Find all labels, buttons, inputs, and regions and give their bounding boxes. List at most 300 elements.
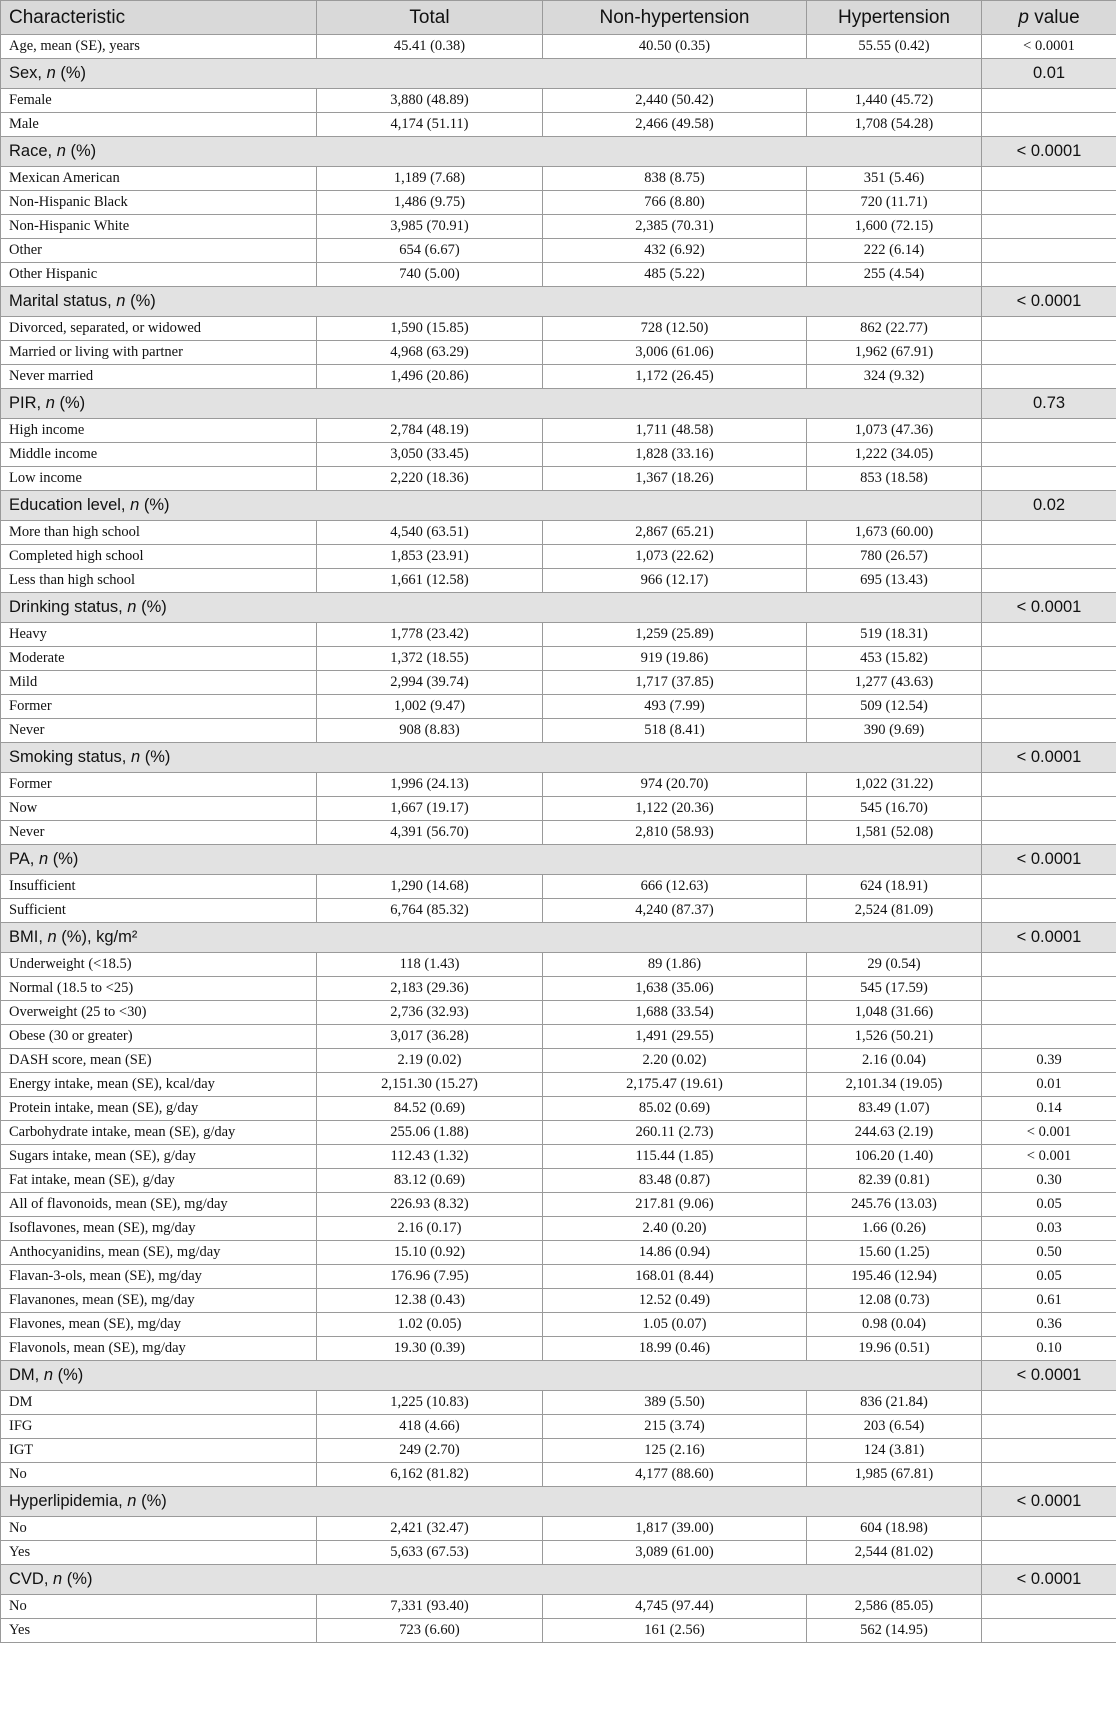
cell-hypertension: 1,600 (72.15) (807, 215, 982, 239)
table-row (1, 263, 1116, 287)
cell-hypertension: 1,073 (47.36) (807, 419, 982, 443)
cell-total: 112.43 (1.32) (317, 1145, 543, 1169)
table-row (1, 671, 1116, 695)
table-row (1, 215, 1116, 239)
group-header-row (1, 845, 1116, 875)
cell-p-value (982, 1541, 1116, 1565)
header-characteristic: Characteristic (1, 1, 317, 35)
cell-p-value (982, 1001, 1116, 1025)
cell-total: 2,736 (32.93) (317, 1001, 543, 1025)
cell-total: 4,174 (51.11) (317, 113, 543, 137)
cell-p-value (982, 167, 1116, 191)
table-row (1, 1595, 1116, 1619)
table-row (1, 1217, 1116, 1241)
cell-p-value (982, 647, 1116, 671)
cell-p-value (982, 719, 1116, 743)
cell-total: 1.02 (0.05) (317, 1313, 543, 1337)
cell-p-value (982, 797, 1116, 821)
cell-hypertension: 604 (18.98) (807, 1517, 982, 1541)
cell-characteristic: Other (1, 239, 317, 263)
cell-hypertension: 55.55 (0.42) (807, 35, 982, 59)
cell-non-hypertension: 89 (1.86) (543, 953, 807, 977)
cell-p-value (982, 215, 1116, 239)
table-row (1, 569, 1116, 593)
cell-characteristic: Female (1, 89, 317, 113)
cell-p-value: 0.03 (982, 1217, 1116, 1241)
cell-p-value (982, 1619, 1116, 1643)
table-row (1, 1313, 1116, 1337)
cell-p-value (982, 113, 1116, 137)
cell-total: 1,225 (10.83) (317, 1391, 543, 1415)
cell-total: 176.96 (7.95) (317, 1265, 543, 1289)
cell-hypertension: 351 (5.46) (807, 167, 982, 191)
group-label: CVD, n (%) (1, 1565, 982, 1595)
cell-hypertension: 2,544 (81.02) (807, 1541, 982, 1565)
cell-characteristic: Completed high school (1, 545, 317, 569)
cell-total: 15.10 (0.92) (317, 1241, 543, 1265)
cell-total: 3,050 (33.45) (317, 443, 543, 467)
group-header-row (1, 1487, 1116, 1517)
cell-hypertension: 245.76 (13.03) (807, 1193, 982, 1217)
cell-total: 1,002 (9.47) (317, 695, 543, 719)
cell-characteristic: More than high school (1, 521, 317, 545)
cell-characteristic: Insufficient (1, 875, 317, 899)
cell-non-hypertension: 2.40 (0.20) (543, 1217, 807, 1241)
cell-hypertension: 1,962 (67.91) (807, 341, 982, 365)
cell-non-hypertension: 83.48 (0.87) (543, 1169, 807, 1193)
cell-non-hypertension: 966 (12.17) (543, 569, 807, 593)
table-row (1, 365, 1116, 389)
group-label: Smoking status, n (%) (1, 743, 982, 773)
cell-non-hypertension: 168.01 (8.44) (543, 1265, 807, 1289)
cell-non-hypertension: 728 (12.50) (543, 317, 807, 341)
cell-p-value (982, 1595, 1116, 1619)
cell-p-value: 0.14 (982, 1097, 1116, 1121)
cell-total: 83.12 (0.69) (317, 1169, 543, 1193)
table-row (1, 1145, 1116, 1169)
cell-non-hypertension: 432 (6.92) (543, 239, 807, 263)
cell-p-value (982, 191, 1116, 215)
table-row (1, 797, 1116, 821)
cell-characteristic: Yes (1, 1541, 317, 1565)
table-row (1, 1001, 1116, 1025)
group-header-row (1, 1361, 1116, 1391)
cell-p-value (982, 773, 1116, 797)
group-p-value: 0.01 (982, 59, 1116, 89)
cell-non-hypertension: 4,177 (88.60) (543, 1463, 807, 1487)
table-row (1, 623, 1116, 647)
cell-p-value (982, 419, 1116, 443)
table-row (1, 1391, 1116, 1415)
cell-non-hypertension: 2,175.47 (19.61) (543, 1073, 807, 1097)
table-row (1, 1265, 1116, 1289)
table-row (1, 1337, 1116, 1361)
cell-characteristic: Flavonols, mean (SE), mg/day (1, 1337, 317, 1361)
cell-hypertension: 244.63 (2.19) (807, 1121, 982, 1145)
table-row (1, 1415, 1116, 1439)
cell-total: 908 (8.83) (317, 719, 543, 743)
table-row (1, 875, 1116, 899)
cell-total: 1,290 (14.68) (317, 875, 543, 899)
table-row (1, 467, 1116, 491)
header-hypertension: Hypertension (807, 1, 982, 35)
group-p-value: < 0.0001 (982, 1487, 1116, 1517)
cell-hypertension: 124 (3.81) (807, 1439, 982, 1463)
group-label: Sex, n (%) (1, 59, 982, 89)
cell-total: 226.93 (8.32) (317, 1193, 543, 1217)
group-header-row (1, 593, 1116, 623)
cell-hypertension: 562 (14.95) (807, 1619, 982, 1643)
cell-total: 4,968 (63.29) (317, 341, 543, 365)
table-row (1, 191, 1116, 215)
cell-characteristic: Non-Hispanic White (1, 215, 317, 239)
table-row (1, 1541, 1116, 1565)
cell-hypertension: 106.20 (1.40) (807, 1145, 982, 1169)
cell-characteristic: DM (1, 1391, 317, 1415)
cell-non-hypertension: 1,828 (33.16) (543, 443, 807, 467)
group-p-value: < 0.0001 (982, 923, 1116, 953)
table-row (1, 1073, 1116, 1097)
cell-characteristic: Flavanones, mean (SE), mg/day (1, 1289, 317, 1313)
cell-non-hypertension: 3,089 (61.00) (543, 1541, 807, 1565)
header-p-italic: p (1018, 6, 1029, 28)
cell-characteristic: Overweight (25 to <30) (1, 1001, 317, 1025)
cell-hypertension: 720 (11.71) (807, 191, 982, 215)
group-header-row (1, 59, 1116, 89)
cell-p-value (982, 263, 1116, 287)
cell-characteristic: Obese (30 or greater) (1, 1025, 317, 1049)
group-label: Marital status, n (%) (1, 287, 982, 317)
cell-hypertension: 1,581 (52.08) (807, 821, 982, 845)
cell-characteristic: Moderate (1, 647, 317, 671)
cell-non-hypertension: 215 (3.74) (543, 1415, 807, 1439)
cell-total: 2,421 (32.47) (317, 1517, 543, 1541)
cell-p-value (982, 953, 1116, 977)
cell-hypertension: 1,526 (50.21) (807, 1025, 982, 1049)
cell-characteristic: Isoflavones, mean (SE), mg/day (1, 1217, 317, 1241)
group-p-value: 0.73 (982, 389, 1116, 419)
cell-total: 1,486 (9.75) (317, 191, 543, 215)
table-row (1, 1097, 1116, 1121)
cell-p-value: 0.61 (982, 1289, 1116, 1313)
table-row (1, 545, 1116, 569)
table-row (1, 773, 1116, 797)
cell-hypertension: 203 (6.54) (807, 1415, 982, 1439)
cell-p-value: < 0.001 (982, 1145, 1116, 1169)
cell-total: 118 (1.43) (317, 953, 543, 977)
cell-total: 2,994 (39.74) (317, 671, 543, 695)
cell-total: 1,590 (15.85) (317, 317, 543, 341)
header-total: Total (317, 1, 543, 35)
cell-characteristic: Age, mean (SE), years (1, 35, 317, 59)
table-row (1, 1193, 1116, 1217)
cell-total: 1,189 (7.68) (317, 167, 543, 191)
cell-p-value (982, 1439, 1116, 1463)
cell-characteristic: Less than high school (1, 569, 317, 593)
cell-total: 2.16 (0.17) (317, 1217, 543, 1241)
table-row (1, 695, 1116, 719)
cell-non-hypertension: 1,259 (25.89) (543, 623, 807, 647)
cell-characteristic: Low income (1, 467, 317, 491)
header-p-value (982, 1, 1116, 35)
table-row (1, 977, 1116, 1001)
table-row (1, 899, 1116, 923)
group-header-row (1, 923, 1116, 953)
cell-p-value (982, 443, 1116, 467)
cell-total: 19.30 (0.39) (317, 1337, 543, 1361)
cell-non-hypertension: 2.20 (0.02) (543, 1049, 807, 1073)
cell-hypertension: 519 (18.31) (807, 623, 982, 647)
cell-non-hypertension: 493 (7.99) (543, 695, 807, 719)
cell-hypertension: 545 (16.70) (807, 797, 982, 821)
cell-hypertension: 324 (9.32) (807, 365, 982, 389)
table-row (1, 1241, 1116, 1265)
group-header-row (1, 743, 1116, 773)
cell-p-value (982, 695, 1116, 719)
cell-p-value (982, 1517, 1116, 1541)
cell-non-hypertension: 2,466 (49.58) (543, 113, 807, 137)
table-row (1, 167, 1116, 191)
cell-p-value (982, 341, 1116, 365)
cell-hypertension: 862 (22.77) (807, 317, 982, 341)
cell-characteristic: Other Hispanic (1, 263, 317, 287)
cell-characteristic: Underweight (<18.5) (1, 953, 317, 977)
cell-characteristic: Middle income (1, 443, 317, 467)
cell-characteristic: Married or living with partner (1, 341, 317, 365)
cell-non-hypertension: 1,711 (48.58) (543, 419, 807, 443)
cell-characteristic: Non-Hispanic Black (1, 191, 317, 215)
cell-p-value: < 0.0001 (982, 35, 1116, 59)
table-row (1, 419, 1116, 443)
cell-non-hypertension: 389 (5.50) (543, 1391, 807, 1415)
group-label: BMI, n (%), kg/m² (1, 923, 982, 953)
cell-total: 84.52 (0.69) (317, 1097, 543, 1121)
cell-total: 2,784 (48.19) (317, 419, 543, 443)
cell-p-value (982, 821, 1116, 845)
cell-total: 1,496 (20.86) (317, 365, 543, 389)
cell-hypertension: 545 (17.59) (807, 977, 982, 1001)
cell-non-hypertension: 260.11 (2.73) (543, 1121, 807, 1145)
cell-characteristic: Anthocyanidins, mean (SE), mg/day (1, 1241, 317, 1265)
cell-p-value: < 0.001 (982, 1121, 1116, 1145)
cell-non-hypertension: 1,817 (39.00) (543, 1517, 807, 1541)
cell-p-value (982, 365, 1116, 389)
cell-total: 1,853 (23.91) (317, 545, 543, 569)
table-row (1, 443, 1116, 467)
group-header-row (1, 1565, 1116, 1595)
cell-p-value: 0.05 (982, 1265, 1116, 1289)
table-row (1, 89, 1116, 113)
table-row (1, 1619, 1116, 1643)
cell-hypertension: 0.98 (0.04) (807, 1313, 982, 1337)
cell-non-hypertension: 1,717 (37.85) (543, 671, 807, 695)
cell-characteristic: Now (1, 797, 317, 821)
cell-non-hypertension: 766 (8.80) (543, 191, 807, 215)
cell-non-hypertension: 161 (2.56) (543, 1619, 807, 1643)
cell-characteristic: Carbohydrate intake, mean (SE), g/day (1, 1121, 317, 1145)
cell-characteristic: No (1, 1595, 317, 1619)
cell-hypertension: 695 (13.43) (807, 569, 982, 593)
cell-hypertension: 12.08 (0.73) (807, 1289, 982, 1313)
cell-total: 6,764 (85.32) (317, 899, 543, 923)
cell-hypertension: 509 (12.54) (807, 695, 982, 719)
cell-total: 2.19 (0.02) (317, 1049, 543, 1073)
cell-p-value (982, 467, 1116, 491)
cell-non-hypertension: 12.52 (0.49) (543, 1289, 807, 1313)
cell-total: 1,661 (12.58) (317, 569, 543, 593)
cell-hypertension: 29 (0.54) (807, 953, 982, 977)
cell-hypertension: 19.96 (0.51) (807, 1337, 982, 1361)
cell-characteristic: Heavy (1, 623, 317, 647)
cell-characteristic: Energy intake, mean (SE), kcal/day (1, 1073, 317, 1097)
cell-total: 740 (5.00) (317, 263, 543, 287)
cell-p-value (982, 1391, 1116, 1415)
cell-hypertension: 453 (15.82) (807, 647, 982, 671)
cell-characteristic: Flavones, mean (SE), mg/day (1, 1313, 317, 1337)
cell-characteristic: Sufficient (1, 899, 317, 923)
cell-non-hypertension: 919 (19.86) (543, 647, 807, 671)
cell-non-hypertension: 2,867 (65.21) (543, 521, 807, 545)
cell-non-hypertension: 1,367 (18.26) (543, 467, 807, 491)
cell-total: 12.38 (0.43) (317, 1289, 543, 1313)
group-header-row (1, 491, 1116, 521)
cell-hypertension: 1,673 (60.00) (807, 521, 982, 545)
cell-p-value: 0.50 (982, 1241, 1116, 1265)
cell-characteristic: Sugars intake, mean (SE), g/day (1, 1145, 317, 1169)
cell-hypertension: 2,524 (81.09) (807, 899, 982, 923)
cell-hypertension: 836 (21.84) (807, 1391, 982, 1415)
group-label: PIR, n (%) (1, 389, 982, 419)
cell-hypertension: 1,048 (31.66) (807, 1001, 982, 1025)
cell-p-value (982, 239, 1116, 263)
cell-p-value: 0.05 (982, 1193, 1116, 1217)
cell-non-hypertension: 1,688 (33.54) (543, 1001, 807, 1025)
cell-characteristic: Mexican American (1, 167, 317, 191)
cell-hypertension: 82.39 (0.81) (807, 1169, 982, 1193)
cell-characteristic: Former (1, 773, 317, 797)
cell-p-value (982, 521, 1116, 545)
cell-total: 723 (6.60) (317, 1619, 543, 1643)
table-row (1, 35, 1116, 59)
cell-hypertension: 255 (4.54) (807, 263, 982, 287)
cell-total: 255.06 (1.88) (317, 1121, 543, 1145)
group-p-value: 0.02 (982, 491, 1116, 521)
cell-characteristic: Flavan-3-ols, mean (SE), mg/day (1, 1265, 317, 1289)
table-row (1, 821, 1116, 845)
cell-hypertension: 1,440 (45.72) (807, 89, 982, 113)
cell-non-hypertension: 4,240 (87.37) (543, 899, 807, 923)
cell-non-hypertension: 1,491 (29.55) (543, 1025, 807, 1049)
cell-p-value: 0.36 (982, 1313, 1116, 1337)
cell-characteristic: IGT (1, 1439, 317, 1463)
cell-total: 1,778 (23.42) (317, 623, 543, 647)
cell-characteristic: DASH score, mean (SE) (1, 1049, 317, 1073)
table-row (1, 113, 1116, 137)
cell-characteristic: Normal (18.5 to <25) (1, 977, 317, 1001)
cell-non-hypertension: 518 (8.41) (543, 719, 807, 743)
group-p-value: < 0.0001 (982, 845, 1116, 875)
group-label: Hyperlipidemia, n (%) (1, 1487, 982, 1517)
cell-p-value (982, 1415, 1116, 1439)
cell-hypertension: 195.46 (12.94) (807, 1265, 982, 1289)
cell-characteristic: Protein intake, mean (SE), g/day (1, 1097, 317, 1121)
cell-p-value (982, 671, 1116, 695)
cell-characteristic: Never married (1, 365, 317, 389)
cell-p-value: 0.01 (982, 1073, 1116, 1097)
table-row (1, 1049, 1116, 1073)
cell-hypertension: 1,708 (54.28) (807, 113, 982, 137)
group-header-row (1, 137, 1116, 167)
table-row (1, 1289, 1116, 1313)
cell-characteristic: Never (1, 719, 317, 743)
cell-total: 45.41 (0.38) (317, 35, 543, 59)
cell-p-value: 0.10 (982, 1337, 1116, 1361)
table-body (1, 35, 1116, 1643)
header-non-hypertension: Non-hypertension (543, 1, 807, 35)
cell-total: 2,220 (18.36) (317, 467, 543, 491)
cell-hypertension: 1,022 (31.22) (807, 773, 982, 797)
group-header-row (1, 389, 1116, 419)
cell-p-value (982, 317, 1116, 341)
cell-non-hypertension: 85.02 (0.69) (543, 1097, 807, 1121)
cell-characteristic: Divorced, separated, or widowed (1, 317, 317, 341)
cell-characteristic: Never (1, 821, 317, 845)
cell-p-value (982, 545, 1116, 569)
cell-non-hypertension: 4,745 (97.44) (543, 1595, 807, 1619)
cell-p-value (982, 1463, 1116, 1487)
cell-characteristic: Fat intake, mean (SE), g/day (1, 1169, 317, 1193)
cell-hypertension: 624 (18.91) (807, 875, 982, 899)
table-row (1, 647, 1116, 671)
cell-non-hypertension: 18.99 (0.46) (543, 1337, 807, 1361)
cell-total: 3,985 (70.91) (317, 215, 543, 239)
group-label: DM, n (%) (1, 1361, 982, 1391)
table-row (1, 341, 1116, 365)
cell-hypertension: 1,222 (34.05) (807, 443, 982, 467)
cell-non-hypertension: 974 (20.70) (543, 773, 807, 797)
group-label: PA, n (%) (1, 845, 982, 875)
table-row (1, 1517, 1116, 1541)
cell-non-hypertension: 40.50 (0.35) (543, 35, 807, 59)
cell-total: 7,331 (93.40) (317, 1595, 543, 1619)
cell-non-hypertension: 115.44 (1.85) (543, 1145, 807, 1169)
cell-p-value (982, 89, 1116, 113)
cell-hypertension: 390 (9.69) (807, 719, 982, 743)
group-p-value: < 0.0001 (982, 593, 1116, 623)
cell-non-hypertension: 14.86 (0.94) (543, 1241, 807, 1265)
table-row (1, 1463, 1116, 1487)
cell-characteristic: All of flavonoids, mean (SE), mg/day (1, 1193, 317, 1217)
cell-non-hypertension: 1,172 (26.45) (543, 365, 807, 389)
cell-total: 5,633 (67.53) (317, 1541, 543, 1565)
table-row (1, 1169, 1116, 1193)
cell-p-value (982, 569, 1116, 593)
cell-non-hypertension: 1,073 (22.62) (543, 545, 807, 569)
cell-total: 2,183 (29.36) (317, 977, 543, 1001)
cell-total: 654 (6.67) (317, 239, 543, 263)
group-label: Education level, n (%) (1, 491, 982, 521)
cell-non-hypertension: 1.05 (0.07) (543, 1313, 807, 1337)
cell-total: 1,996 (24.13) (317, 773, 543, 797)
cell-characteristic: Mild (1, 671, 317, 695)
cell-hypertension: 853 (18.58) (807, 467, 982, 491)
cell-p-value: 0.39 (982, 1049, 1116, 1073)
cell-p-value (982, 977, 1116, 1001)
cell-total: 2,151.30 (15.27) (317, 1073, 543, 1097)
cell-non-hypertension: 2,810 (58.93) (543, 821, 807, 845)
cell-characteristic: Yes (1, 1619, 317, 1643)
table-row (1, 1025, 1116, 1049)
